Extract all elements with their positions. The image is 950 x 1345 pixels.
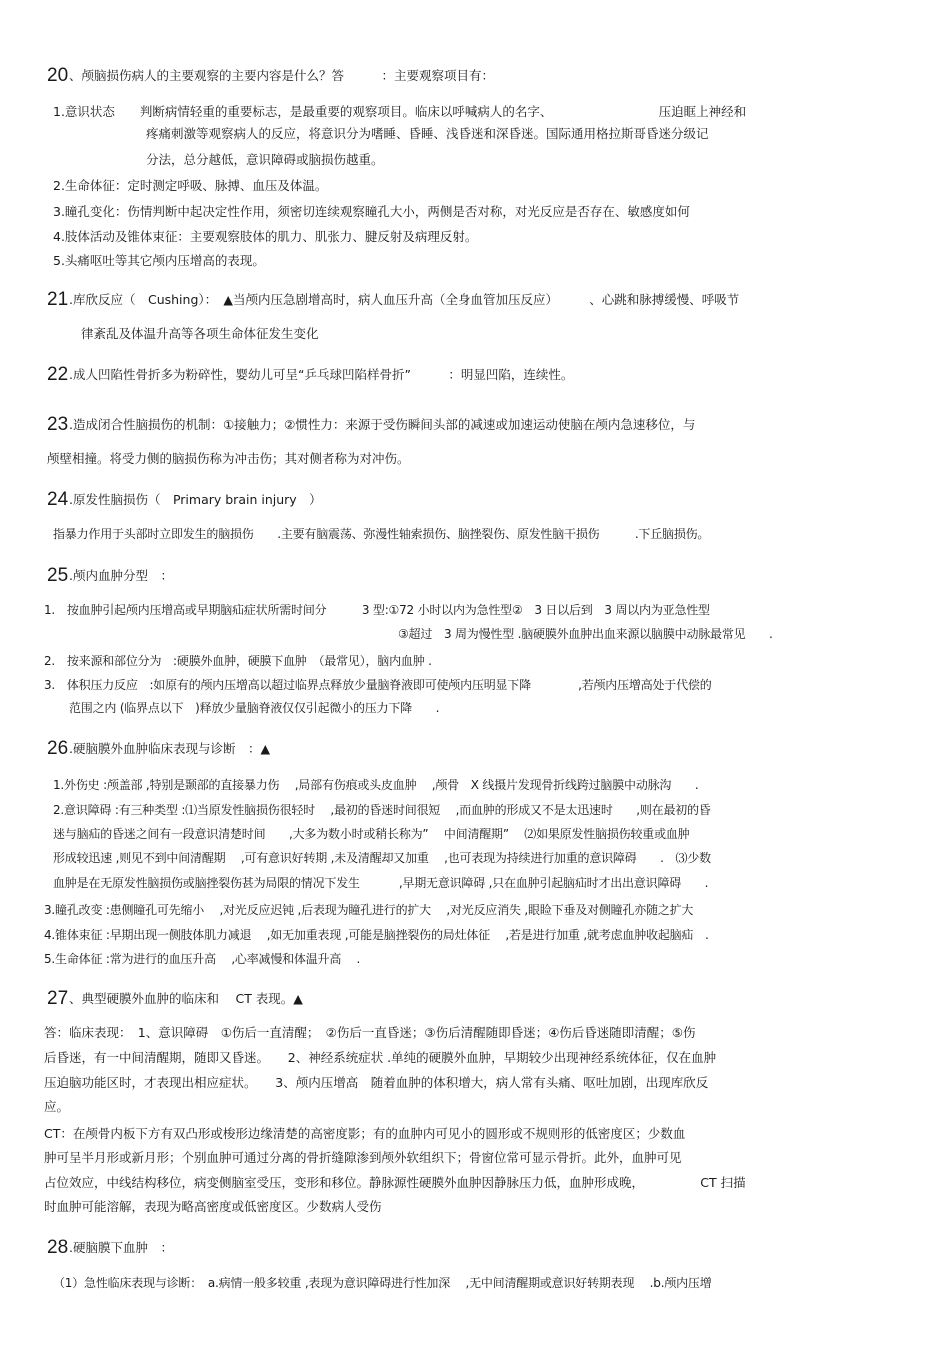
question-number: 28 xyxy=(47,1237,69,1258)
text-line: 指暴力作用于头部时立即发生的脑损伤 .主要有脑震荡、弥漫性轴索损伤、脑挫裂伤、原发性脑干损伤 .下丘脑损伤。 xyxy=(53,527,710,541)
text-line: 2.生命体征：定时测定呼吸、脉搏、血压及体温。 xyxy=(53,178,328,193)
question-title: .原发性脑损伤（ Primary brain injury ） xyxy=(69,492,322,507)
text-line: 分法，总分越低，意识障碍或脑损伤越重。 xyxy=(146,152,384,167)
question-number: 20 xyxy=(47,65,69,86)
text-line: 5.头痛呕吐等其它颅内压增高的表现。 xyxy=(53,253,265,268)
text-line: ③超过 3 周为慢性型 .脑硬膜外血肿出血来源以脑膜中动脉最常见 . xyxy=(398,627,773,641)
text-line: 3. 体积压力反应 :如原有的颅内压增高以超过临界点释放少量脑脊液即可使颅内压明显下降 ,若颅内压增高处于代偿的 xyxy=(44,678,712,692)
text-line: 范围之内 (临界点以下 )释放少量脑脊液仅仅引起微小的压力下降 . xyxy=(69,701,440,715)
text-line: 形成较迅速 ,则见不到中间清醒期 ,可有意识好转期 ,未及清醒却又加重 ,也可表现为持续进行加重的意识障碍 . ⑶少数 xyxy=(53,851,711,865)
text-line: 后昏迷，有一中间清醒期，随即又昏迷。 2、神经系统症状 .单纯的硬膜外血肿，早期较少出现神经系统体征，仅在血肿 xyxy=(44,1050,717,1065)
text-line: 答：临床表现： 1、意识障碍 ①伤后一直清醒； ②伤后一直昏迷；③伤后清醒随即昏迷；④伤后昏迷随即清醒；⑤伤 xyxy=(44,1025,696,1040)
question-title: 、颅脑损伤病人的主要观察的主要内容是什么？答 ：主要观察项目有： xyxy=(69,68,495,83)
question-number: 25 xyxy=(47,565,69,586)
text-line: 2.意识障碍 :有三种类型 :⑴当原发性脑损伤很轻时 ,最初的昏迷时间很短 ,而血肿的形成又不是太迅速时 ,则在最初的昏 xyxy=(53,803,711,817)
text-line: 时血肿可能溶解，表现为略高密度或低密度区。少数病人受伤 xyxy=(44,1199,382,1214)
text-line: 压迫脑功能区时，才表现出相应症状。 3、颅内压增高 随着血肿的体积增大，病人常有头痛、呕吐加剧，出现库欣反 xyxy=(44,1075,709,1090)
text-line: （1）急性临床表现与诊断： a.病情一般多较重 ,表现为意识障碍进行性加深 ,无中间清醒期或意识好转期表现 .b.颅内压增 xyxy=(53,1276,712,1290)
question-title: .造成闭合性脑损伤的机制：①接触力；②惯性力：来源于受伤瞬间头部的减速或加速运动使脑在颅内急速移位，与 xyxy=(69,417,696,432)
text-line: CT：在颅骨内板下方有双凸形或梭形边缘清楚的高密度影；有的血肿内可见小的圆形或不规则形的低密度区；少数血 xyxy=(44,1126,686,1141)
question-title: .库欣反应（ Cushing）： ▲当颅内压急剧增高时，病人血压升高（全身血管加压反应） 、心跳和脉搏缓慢、呼吸节 xyxy=(69,292,740,307)
text-line: 2. 按来源和部位分为 :硬膜外血肿，硬膜下血肿 （最常见），脑内血肿 . xyxy=(44,654,432,668)
text-line: 1. 按血肿引起颅内压增高或早期脑疝症状所需时间分 3 型:①72 小时以内为急性型② 3 日以后到 3 周以内为亚急性型 xyxy=(44,603,710,617)
question-number: 27 xyxy=(47,988,69,1009)
text-line: 1.外伤史 :颅盖部 ,特别是颞部的直接暴力伤 ,局部有伤痕或头皮血肿 ,颅骨 X 线摄片发现骨折线跨过脑膜中动脉沟 . xyxy=(53,778,699,792)
text-line: 颅壁相撞。将受力侧的脑损伤称为冲击伤；其对侧者称为对冲伤。 xyxy=(47,451,410,466)
text-line: 应。 xyxy=(44,1099,70,1114)
text-line: 3.瞳孔改变 :患侧瞳孔可先缩小 ,对光反应迟钝 ,后表现为瞳孔进行的扩大 ,对光反应消失 ,眼睑下垂及对侧瞳孔亦随之扩大 xyxy=(44,903,694,917)
text-line: 疼痛刺激等观察病人的反应，将意识分为嗜睡、昏睡、浅昏迷和深昏迷。国际通用格拉斯哥昏迷分级记 xyxy=(146,126,709,141)
text-line: 肿可呈半月形或新月形；个别血肿可通过分离的骨折缝隙渗到颅外软组织下；骨窗位常可显示骨折。此外，血肿可见 xyxy=(44,1150,682,1165)
question-title: .硬脑膜下血肿 ： xyxy=(69,1240,173,1255)
question-title: .成人凹陷性骨折多为粉碎性，婴幼儿可呈“乒乓球凹陷样骨折” ：明显凹陷，连续性。 xyxy=(69,367,574,382)
question-title: 、典型硬膜外血肿的临床和 CT 表现。▲ xyxy=(69,991,303,1006)
question-number: 22 xyxy=(47,364,69,385)
text-line: 律紊乱及体温升高等各项生命体征发生变化 xyxy=(81,326,319,341)
question-title: .硬脑膜外血肿临床表现与诊断 ：▲ xyxy=(69,741,271,756)
question-number: 23 xyxy=(47,414,69,435)
text-line: 占位效应，中线结构移位，病变侧脑室受压，变形和移位。静脉源性硬膜外血肿因静脉压力低，血肿形成晚， CT 扫描 xyxy=(44,1175,746,1190)
text-line: 3.瞳孔变化：伤情判断中起决定性作用，须密切连续观察瞳孔大小，两侧是否对称，对光反应是否存在、敏感度如何 xyxy=(53,204,690,219)
text-line: 4.锥体束征 :早期出现一侧肢体肌力减退 ,如无加重表现 ,可能是脑挫裂伤的局灶体征 ,若是进行加重 ,就考虑血肿收起脑疝 . xyxy=(44,928,709,942)
text-line: 迷与脑疝的昏迷之间有一段意识清楚时间 ,大多为数小时或稍长称为” 中间清醒期” ⑵如果原发性脑损伤较重或血肿 xyxy=(53,827,690,841)
question-title: .颅内血肿分型 ： xyxy=(69,568,173,583)
text-line: 血肿是在无原发性脑损伤或脑挫裂伤甚为局限的情况下发生 ,早期无意识障碍 ,只在血肿引起脑疝时才出出意识障碍 . xyxy=(53,876,709,890)
question-number: 26 xyxy=(47,738,69,759)
question-number: 21 xyxy=(47,289,69,310)
question-number: 24 xyxy=(47,489,69,510)
text-line: 4.肢体活动及锥体束征：主要观察肢体的肌力、肌张力、腱反射及病理反射。 xyxy=(53,229,478,244)
text-line: 1.意识状态 判断病情轻重的重要标志，是最重要的观察项目。临床以呼喊病人的名字、 压迫眶上神经和 xyxy=(53,104,747,119)
text-line: 5.生命体征 :常为进行的血压升高 ,心率减慢和体温升高 . xyxy=(44,952,361,966)
